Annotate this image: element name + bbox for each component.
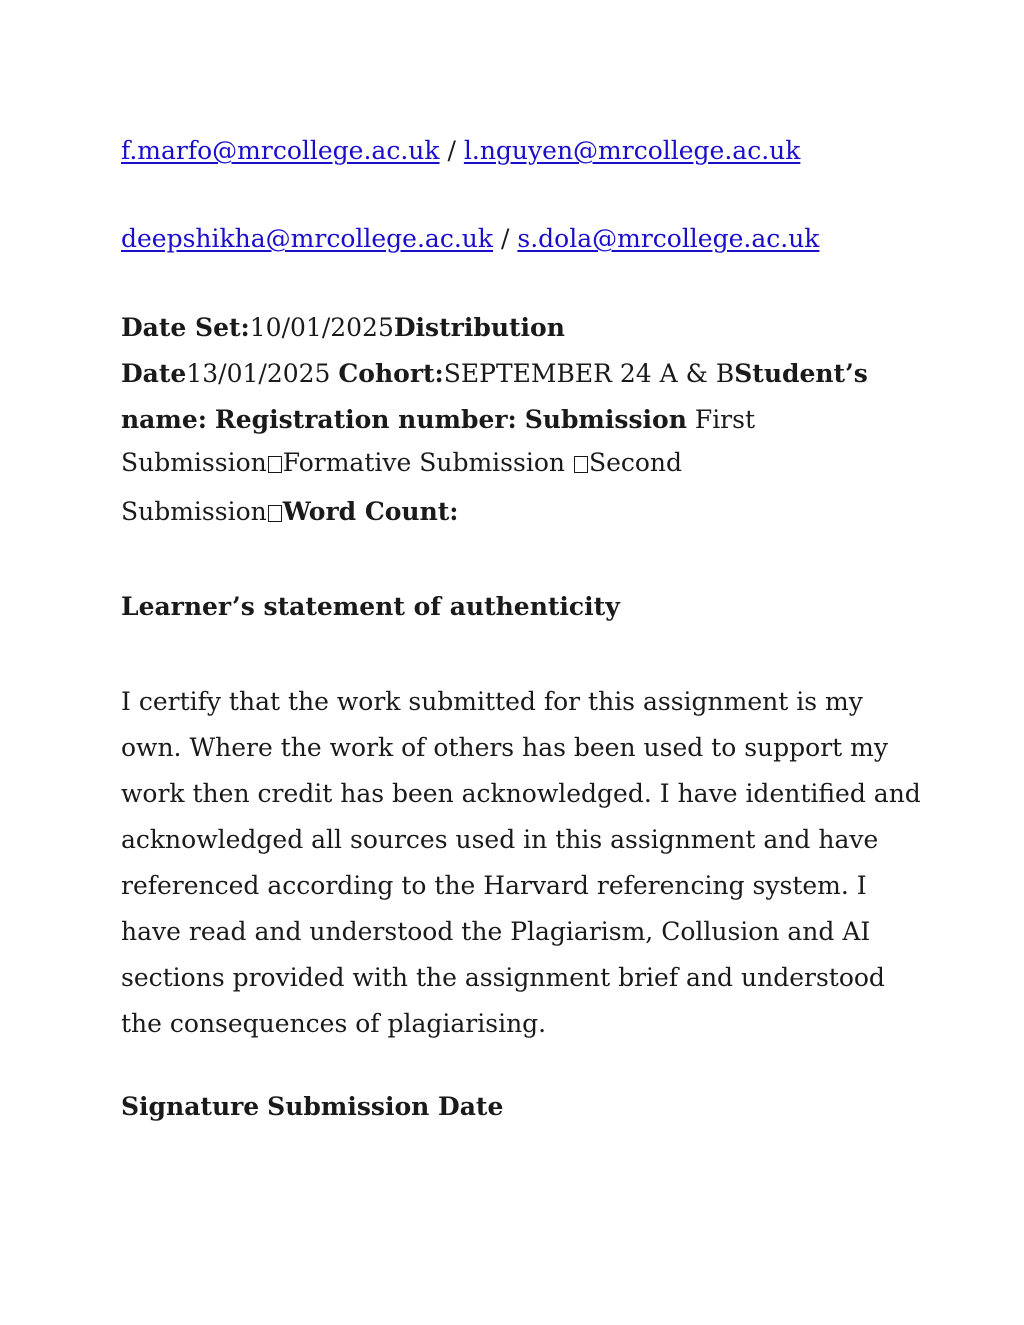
statement-heading-text: Learner’s statement of authenticity: [121, 592, 620, 621]
submission-label: Submission: [524, 405, 687, 434]
signature-label: Signature: [121, 1092, 260, 1121]
statement-line: own. Where the work of others has been used to support my: [121, 733, 888, 762]
statement-line: work then credit has been acknowledged. I have identified and: [121, 779, 921, 808]
distribution-label: Distribution: [393, 313, 565, 342]
email-link-nguyen[interactable]: l.nguyen@mrcollege.ac.uk: [463, 136, 801, 165]
student-name-label: name:: [121, 405, 207, 434]
statement-line: I certify that the work submitted for this assignment is my: [121, 687, 863, 716]
word-count-label: Word Count:: [282, 497, 459, 526]
cohort-value: SEPTEMBER 24 A & B: [443, 359, 735, 388]
contact-row-2: [121, 224, 819, 254]
formative-submission-option: Formative Submission: [282, 448, 565, 477]
formative-submission-checkbox[interactable]: [574, 456, 588, 473]
distribution-date-label: Date: [121, 359, 187, 388]
email-link-deepshikha[interactable]: deepshikha@mrcollege.ac.uk: [121, 224, 494, 253]
first-submission-option-cont: Submission: [121, 448, 267, 477]
submission-date-label: Submission Date: [267, 1092, 504, 1121]
second-submission-option-cont: Submission: [121, 497, 267, 526]
student-label: Student’s: [734, 359, 868, 388]
email-separator: /: [500, 224, 510, 253]
email-link-marfo[interactable]: f.marfo@mrcollege.ac.uk: [121, 136, 440, 165]
email-link-dola[interactable]: s.dola@mrcollege.ac.uk: [517, 224, 820, 253]
statement-line: the consequences of plagiarising.: [121, 1009, 547, 1038]
second-submission-option: Second: [588, 448, 683, 477]
details-line-2: [121, 359, 868, 389]
details-line-1: [121, 313, 565, 343]
email-separator: /: [447, 136, 456, 165]
statement-line: sections provided with the assignment brief and understood: [121, 963, 885, 992]
details-line-3: [121, 405, 755, 435]
cohort-label: Cohort:: [338, 359, 444, 388]
statement-line: referenced according to the Harvard referencing system. I: [121, 871, 867, 900]
distribution-date-value: 13/01/2025: [186, 359, 331, 388]
date-set-label: Date Set:: [121, 313, 250, 342]
first-submission-option: First: [694, 405, 756, 434]
contact-row-1: [121, 136, 800, 166]
date-set-value: 10/01/2025: [249, 313, 394, 342]
second-submission-checkbox[interactable]: [268, 505, 282, 522]
details-line-4: [121, 448, 682, 478]
details-line-5: [121, 497, 459, 527]
statement-line: have read and understood the Plagiarism, Collusion and AI: [121, 917, 871, 946]
statement-heading: [121, 592, 620, 622]
registration-number-label: Registration number:: [214, 405, 517, 434]
statement-line: acknowledged all sources used in this assignment and have: [121, 825, 879, 854]
signature-row: [121, 1092, 503, 1122]
statement-paragraph: [121, 679, 921, 1047]
first-submission-checkbox[interactable]: [268, 456, 282, 473]
